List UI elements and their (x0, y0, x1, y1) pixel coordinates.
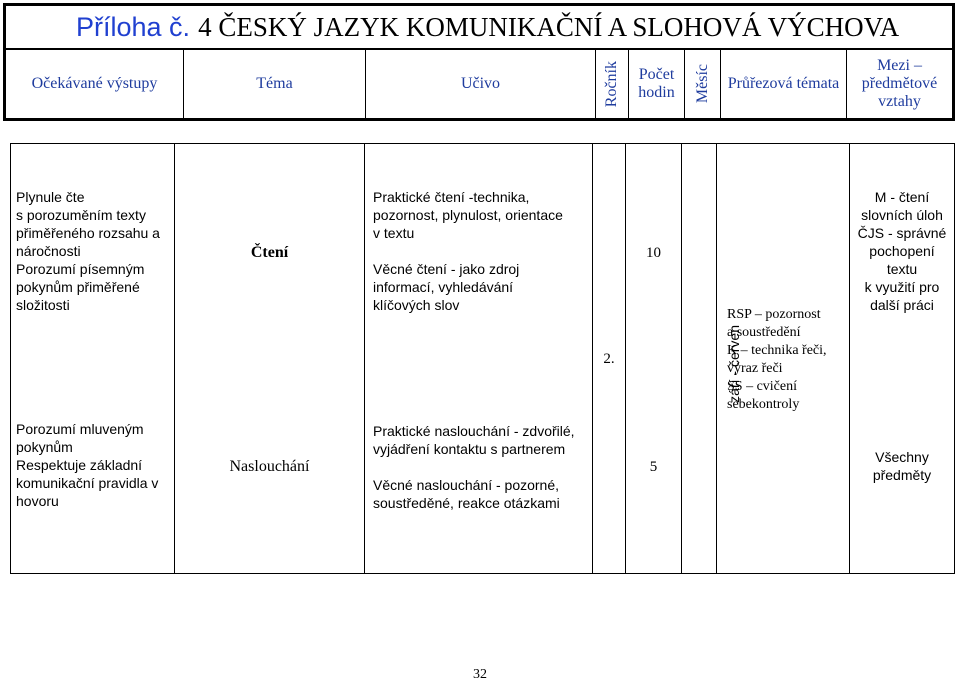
row2-curriculum-practical: Praktické naslouchání - zdvořilé, vyjádření kontaktu s partnerem (373, 423, 575, 457)
page-title: 4 ČESKÝ JAZYK KOMUNIKAČNÍ A SLOHOVÁ VÝCHOVA (198, 11, 900, 42)
column-divider (681, 144, 682, 573)
col-header-curriculum: Učivo (366, 50, 596, 118)
col-header-outputs: Očekávané výstupy (6, 50, 184, 118)
row2-hours: 5 (649, 459, 658, 475)
curriculum-table (10, 143, 955, 574)
row2-topic: Naslouchání (229, 458, 310, 475)
header-columns (6, 50, 952, 118)
col-header-month: Měsíc (685, 50, 721, 118)
col-header-topic: Téma (184, 50, 366, 118)
col-header-cross-topics: Průřezová témata (721, 50, 847, 118)
row2-relations: Všechny předměty (872, 449, 932, 483)
grade: 2. (603, 351, 615, 367)
column-divider (364, 144, 365, 573)
column-divider (625, 144, 626, 573)
col-header-grade: Ročník (596, 50, 629, 118)
cross-topics: RSP – pozornost a soustředění K – technika řeči, výraz řeči SS – cvičení sebekontroly (727, 307, 827, 412)
row1-outputs: Plynule čte s porozuměním texty přiměřeného rozsahu a náročnosti Porozumí písemným pokynům přiměřené složitosti (16, 189, 160, 313)
col-header-relations: Mezi – předmětové vztahy (861, 57, 938, 110)
row1-curriculum-factual: Věcné čtení - jako zdroj informací, vyhledávání klíčových slov (373, 261, 520, 313)
row2-outputs: Porozumí mluveným pokynům Respektuje základní komunikační pravidla v hovoru (16, 421, 159, 509)
row1-topic: Čtení (250, 244, 289, 261)
row1-relations: M - čtení slovních úloh ČJS - správné pochopení textu k využití pro další práci (857, 189, 947, 313)
appendix-label: Příloha č. (76, 11, 191, 42)
month: září - červen (726, 325, 742, 403)
header-title-row (6, 6, 952, 50)
row1-curriculum-practical: Praktické čtení -technika, pozornost, plynulost, orientace v textu (373, 189, 563, 241)
col-header-hours: Počet hodin (629, 50, 685, 118)
document-header (3, 3, 955, 121)
row2-curriculum-factual: Věcné naslouchání - pozorné, soustředěné, reakce otázkami (373, 477, 560, 511)
column-divider (174, 144, 175, 573)
row1-hours: 10 (646, 245, 661, 261)
page-number: 32 (473, 667, 487, 682)
